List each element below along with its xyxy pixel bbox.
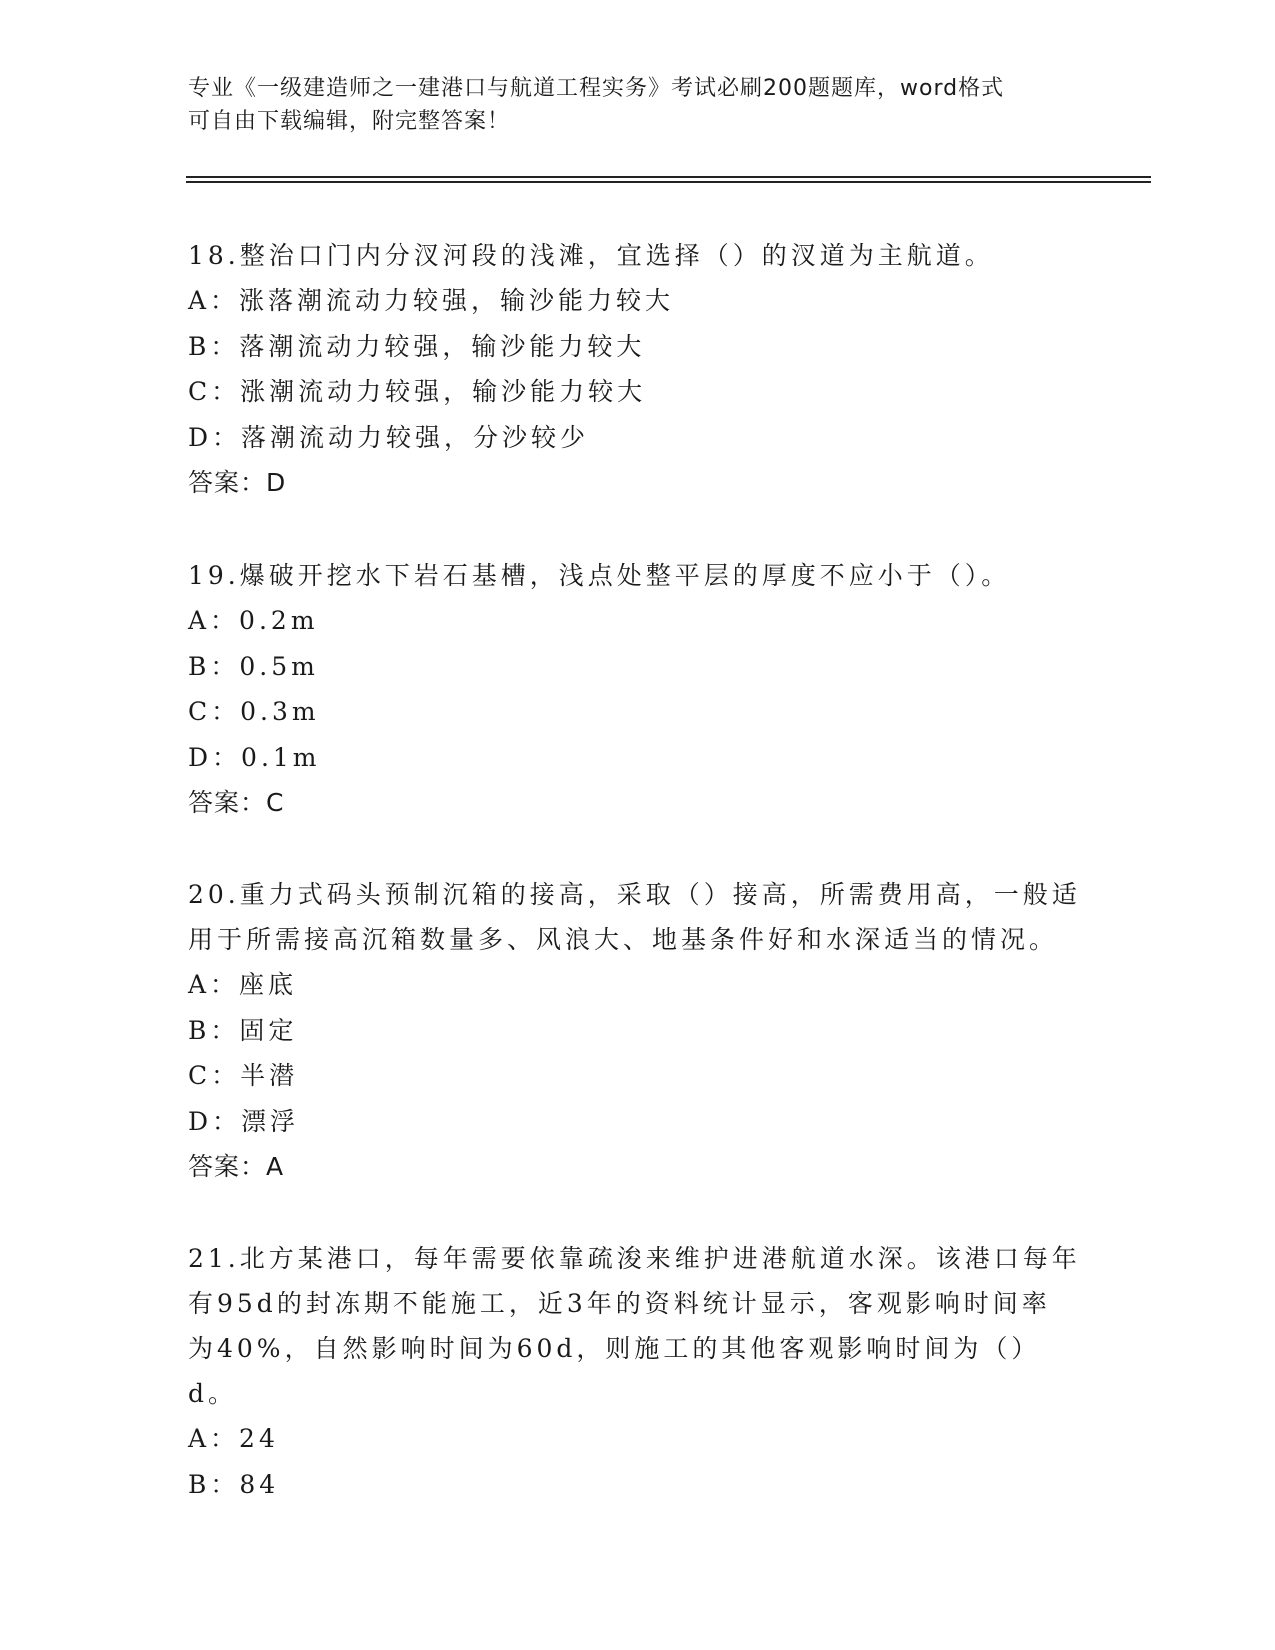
question-20 <box>188 872 1088 1190</box>
option-b: B：84 <box>188 1469 280 1499</box>
option-c: C：半潜 <box>188 1061 299 1090</box>
option-a: A：涨落潮流动力较强，输沙能力较大 <box>188 286 675 315</box>
option-c: C：0.3m <box>188 697 320 726</box>
question-stem: 18.整治口门内分汊河段的浅滩，宜选择（）的汊道为主航道。 <box>188 241 994 270</box>
option-c: C：涨潮流动力较强，输沙能力较大 <box>188 377 647 406</box>
question-18 <box>188 233 1088 506</box>
question-stem-line-1: 21.北方某港口，每年需要依靠疏浚来维护进港航道水深。该港口每年 <box>188 1244 1081 1273</box>
header-line-2: 可自由下载编辑，附完整答案！ <box>188 109 511 134</box>
question-21 <box>188 1236 1088 1507</box>
answer-label: 答案：C <box>188 788 285 817</box>
header-divider-top <box>186 176 1151 178</box>
question-stem-line-2: 用于所需接高沉箱数量多、风浪大、地基条件好和水深适当的情况。 <box>188 925 1059 954</box>
header-divider-bottom <box>186 181 1151 183</box>
option-a: A：座底 <box>188 970 298 999</box>
header-line-1: 专业《一级建造师之一建港口与航道工程实务》考试必刷200题题库，word格式 <box>188 76 1005 101</box>
option-d: D：0.1m <box>188 742 321 772</box>
option-b: B：落潮流动力较强，输沙能力较大 <box>188 331 646 361</box>
question-19 <box>188 553 1088 826</box>
option-a: A：0.2m <box>188 606 319 635</box>
option-d: D：漂浮 <box>188 1106 300 1136</box>
question-stem-line-2: 有95d的封冻期不能施工，近3年的资料统计显示，客观影响时间率 <box>188 1289 1051 1318</box>
option-d: D：落潮流动力较强，分沙较少 <box>188 422 590 452</box>
answer-label: 答案：A <box>188 1152 285 1181</box>
option-a: A：24 <box>188 1424 279 1453</box>
question-stem: 19.爆破开挖水下岩石基槽，浅点处整平层的厚度不应小于（）。 <box>188 561 1011 590</box>
option-b: B：固定 <box>188 1015 298 1045</box>
option-b: B：0.5m <box>188 651 319 681</box>
question-stem-line-1: 20.重力式码头预制沉箱的接高，采取（）接高，所需费用高，一般适 <box>188 880 1081 909</box>
document-header <box>188 72 1088 138</box>
answer-label: 答案：D <box>188 468 287 497</box>
question-stem-line-3: 为40%，自然影响时间为60d，则施工的其他客观影响时间为（）d。 <box>188 1334 1041 1408</box>
